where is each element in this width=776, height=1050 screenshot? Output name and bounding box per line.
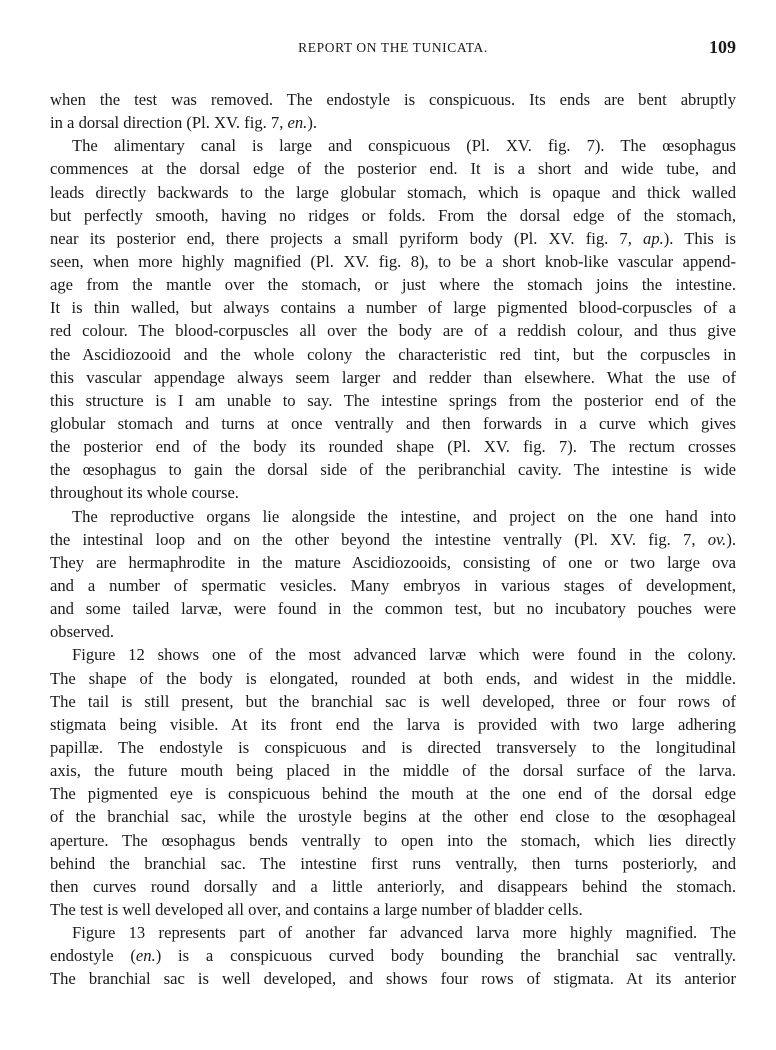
text-segment: the Ascidiozooid and the whole colony the characteristic red tint, but the corpuscles in (50, 344, 736, 364)
text-line (50, 620, 736, 643)
text-line (50, 88, 736, 111)
text-segment: axis, the future mouth being placed in the middle of the dorsal surface of the larva. (50, 761, 736, 781)
text-line (50, 250, 736, 273)
text-segment: of the branchial sac, while the urostyle begins at the other end close to the œsophageal (50, 807, 736, 827)
text-line (50, 921, 736, 944)
text-segment: the œsophagus to gain the dorsal side of the peribranchial cavity. The intestine is wide (50, 460, 736, 480)
text-segment: ). (307, 113, 318, 133)
text-segment: this structure is I am unable to say. The intestine springs from the posterior end of the (50, 390, 736, 410)
text-line (50, 111, 736, 134)
text-segment: They are hermaphrodite in the mature Ascidiozooids, consisting of one or two large ova (50, 552, 736, 572)
paragraph (50, 643, 736, 921)
text-line (50, 643, 736, 666)
text-line (50, 366, 736, 389)
text-segment: The pigmented eye is conspicuous behind the mouth at the one end of the dorsal edge (50, 784, 736, 804)
text-line (50, 759, 736, 782)
paragraph (50, 505, 736, 644)
text-line (50, 458, 736, 481)
text-line (50, 574, 736, 597)
text-segment: The tail is still present, but the branchial sac is well developed, three or four rows of (50, 691, 736, 711)
text-segment: leads directly backwards to the large globular stomach, which is opaque and thick walled (50, 182, 736, 202)
text-segment: in a dorsal direction (Pl. XV. fig. 7, (50, 113, 288, 133)
text-line (50, 157, 736, 180)
text-segment: this vascular appendage always seem larger and redder than elsewhere. What the use of (50, 367, 736, 387)
text-line (50, 667, 736, 690)
text-line (50, 343, 736, 366)
body-text (50, 88, 736, 990)
text-line (50, 412, 736, 435)
text-segment: The reproductive organs lie alongside the intestine, and project on the one hand into (72, 506, 736, 526)
text-line (50, 481, 736, 504)
text-segment: throughout its whole course. (50, 483, 239, 503)
text-line (50, 227, 736, 250)
text-segment: globular stomach and turns at once ventrally and then forwards in a curve which gives (50, 413, 736, 433)
text-segment: age from the mantle over the stomach, or just where the stomach joins the intestine. (50, 275, 736, 295)
text-segment: and some tailed larvæ, were found in the common test, but no incubatory pouches were (50, 599, 736, 619)
italic-abbreviation: ov. (707, 529, 727, 549)
text-segment: It is thin walled, but always contains a number of large pigmented blood-corpuscles of a (50, 298, 736, 318)
text-segment: when the test was removed. The endostyle is conspicuous. Its ends are bent abruptly (50, 90, 736, 109)
text-segment: but perfectly smooth, having no ridges or folds. From the dorsal edge of the stomach, (50, 205, 736, 225)
text-segment: aperture. The œsophagus bends ventrally to open into the stomach, which lies directly (50, 830, 736, 850)
text-line (50, 713, 736, 736)
paragraph (50, 921, 736, 990)
italic-abbreviation: en. (135, 946, 156, 966)
text-line (50, 204, 736, 227)
text-segment: commences at the dorsal edge of the posterior end. It is a short and wide tube, and (50, 159, 736, 179)
text-line (50, 829, 736, 852)
text-segment: near its posterior end, there projects a small pyriform body (Pl. XV. fig. 7, (50, 228, 644, 248)
text-segment: then curves round dorsally and a little anteriorly, and disappears behind the stomach. (50, 876, 736, 896)
text-segment: ). This is (663, 228, 736, 248)
text-line (50, 967, 736, 990)
text-line (50, 134, 736, 157)
text-line (50, 875, 736, 898)
text-line (50, 296, 736, 319)
text-segment: Figure 13 represents part of another far advanced larva more highly magnified. The (72, 923, 736, 943)
page-number: 109 (709, 37, 736, 57)
text-line (50, 435, 736, 458)
text-segment: the intestinal loop and on the other beyond the intestine ventrally (Pl. XV. fig. 7, (50, 529, 708, 549)
text-segment: Figure 12 shows one of the most advanced larvæ which were found in the colony. (72, 645, 736, 665)
text-segment: ). (726, 529, 736, 549)
text-segment: observed. (50, 622, 115, 642)
text-line (50, 736, 736, 759)
text-segment: endostyle ( (50, 946, 136, 966)
text-line (50, 597, 736, 620)
text-segment: red colour. The blood-corpuscles all over the body are of a reddish colour, and thus give (50, 321, 736, 341)
text-line (50, 181, 736, 204)
italic-abbreviation: ap. (643, 228, 664, 248)
text-line (50, 805, 736, 828)
text-line (50, 389, 736, 412)
text-segment: ) is a conspicuous curved body bounding the branchial sac ventrally. (155, 946, 736, 966)
paragraph (50, 88, 736, 134)
text-line (50, 273, 736, 296)
text-line (50, 319, 736, 342)
text-segment: the posterior end of the body its rounded shape (Pl. XV. fig. 7). The rectum crosses (50, 437, 736, 457)
text-segment: stigmata being visible. At its front end the larva is provided with two large adhering (50, 714, 736, 734)
text-line (50, 690, 736, 713)
text-line (50, 898, 736, 921)
text-segment: papillæ. The endostyle is conspicuous and is directed transversely to the longitudinal (50, 737, 736, 757)
page-header (50, 36, 736, 60)
paragraph (50, 134, 736, 504)
text-segment: The shape of the body is elongated, rounded at both ends, and widest in the middle. (50, 668, 736, 688)
text-line (50, 505, 736, 528)
running-title: REPORT ON THE TUNICATA. (298, 40, 488, 55)
text-line (50, 551, 736, 574)
text-segment: The test is well developed all over, and contains a large number of bladder cells. (50, 899, 583, 919)
italic-abbreviation: en. (287, 113, 308, 133)
text-segment: The branchial sac is well developed, and shows four rows of stigmata. At its anterior (50, 969, 736, 989)
text-segment: behind the branchial sac. The intestine first runs ventrally, then turns posteriorly, and (50, 853, 736, 873)
text-line (50, 944, 736, 967)
text-line (50, 782, 736, 805)
text-line (50, 528, 736, 551)
text-segment: seen, when more highly magnified (Pl. XV. fig. 8), to be a short knob-like vascular append- (50, 251, 736, 271)
text-segment: and a number of spermatic vesicles. Many embryos in various stages of development, (50, 575, 736, 595)
text-line (50, 852, 736, 875)
text-segment: The alimentary canal is large and conspicuous (Pl. XV. fig. 7). The œsophagus (72, 136, 736, 156)
